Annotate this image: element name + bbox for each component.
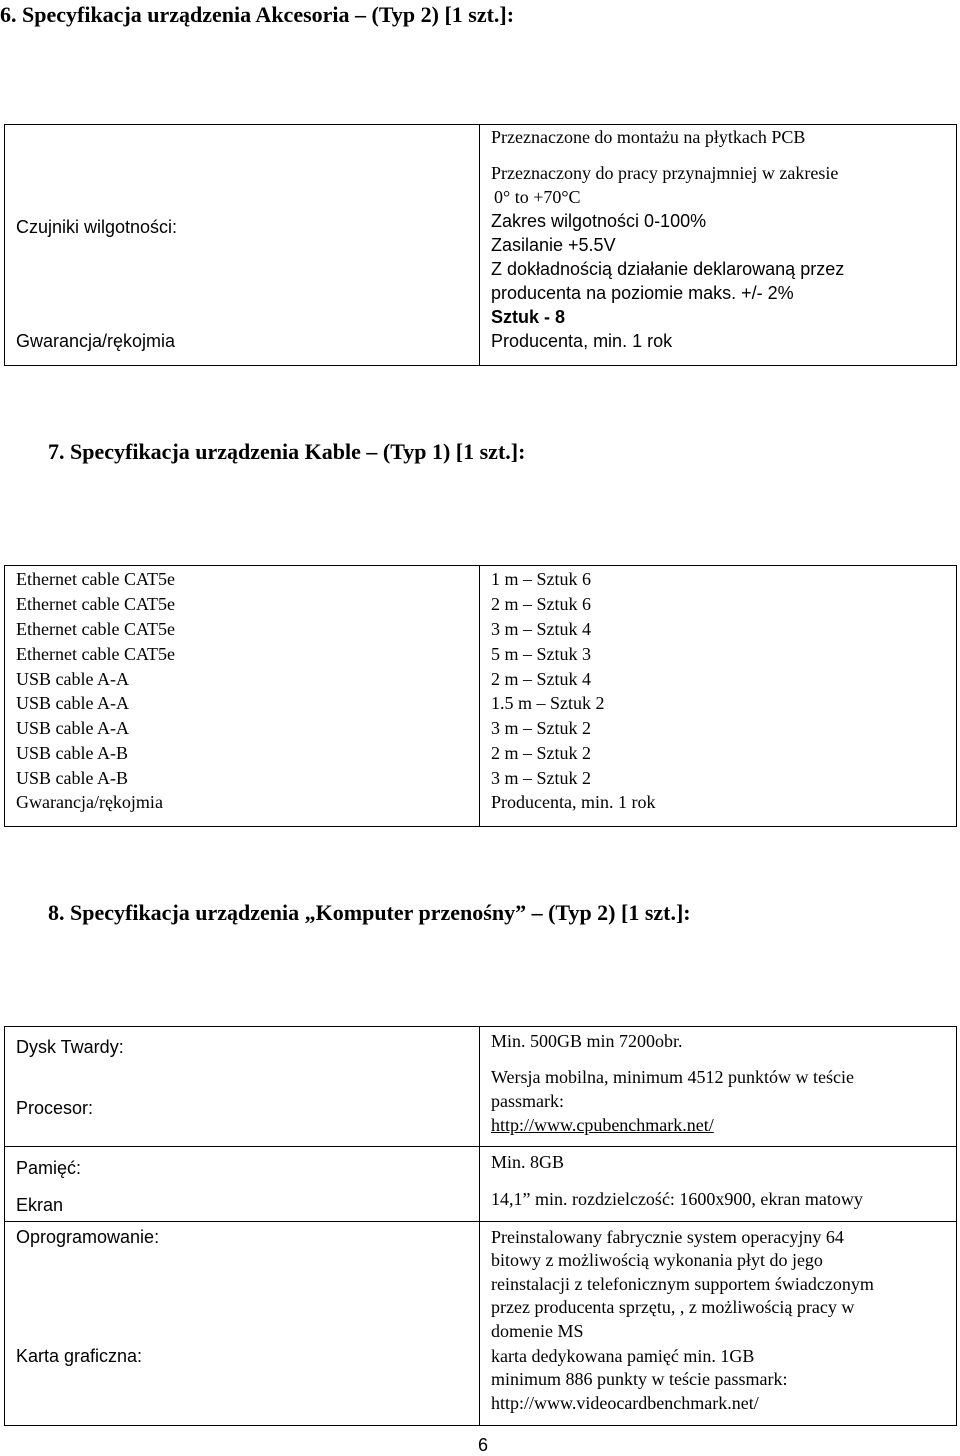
cable-spec: 2 m – Sztuk 6 [491,594,592,614]
section-7-heading: 7. Specyfikacja urządzenia Kable – (Typ 1) [1 szt.]: [48,439,526,464]
section-6-column-divider [479,124,480,366]
section-6-heading: 6. Specyfikacja urządzenia Akcesoria – (Typ 2) [1 szt.]: [0,2,515,27]
spec-line: Przeznaczony do pracy przynajmniej w zakresie [491,163,839,183]
cpubenchmark-link[interactable]: http://www.cpubenchmark.net/ [491,1115,714,1135]
graphics-card-label: Karta graficzna: [16,1346,143,1366]
warranty-value: Producenta, min. 1 rok [491,792,656,812]
row-divider [4,1146,957,1147]
screen-label: Ekran [16,1195,64,1215]
hard-disk-label: Dysk Twardy: [16,1037,124,1057]
cable-spec: 1 m – Sztuk 6 [491,569,592,589]
spec-line: Przeznaczone do montażu na płytkach PCB [491,127,806,147]
software-value: bitowy z możliwością wykonania płyt do jego [491,1250,823,1270]
cable-spec: 3 m – Sztuk 2 [491,718,592,738]
cable-name: USB cable A-B [16,768,128,788]
graphics-card-value: http://www.videocardbenchmark.net/ [491,1393,759,1413]
cable-name: Ethernet cable CAT5e [16,569,175,589]
graphics-card-value: minimum 886 punkty w teście passmark: [491,1369,788,1389]
cable-name: Ethernet cable CAT5e [16,594,175,614]
cable-spec: 2 m – Sztuk 2 [491,743,592,763]
cable-name: USB cable A-A [16,693,129,713]
cable-spec: 2 m – Sztuk 4 [491,669,592,689]
spec-line: Zakres wilgotności 0-100% [491,211,707,231]
memory-label: Pamięć: [16,1158,82,1178]
software-value: reinstalacji z telefonicznym supportem świadczonym [491,1274,874,1294]
memory-value: Min. 8GB [491,1152,565,1172]
quantity-line: Sztuk - 8 [491,307,566,327]
software-value: Preinstalowany fabrycznie system operacyjny 64 [491,1227,844,1247]
cable-spec: 5 m – Sztuk 3 [491,644,592,664]
cable-spec: 3 m – Sztuk 4 [491,619,592,639]
software-value: przez producenta sprzętu, , z możliwością pracy w [491,1297,855,1317]
spec-line: Zasilanie +5.5V [491,235,616,255]
humidity-sensors-label: Czujniki wilgotności: [16,217,178,237]
processor-label: Procesor: [16,1098,94,1118]
section-8-heading: 8. Specyfikacja urządzenia „Komputer przenośny” – (Typ 2) [1 szt.]: [48,900,691,925]
section-6-table [4,124,957,366]
screen-value: 14,1” min. rozdzielczość: 1600x900, ekran matowy [491,1189,863,1209]
cable-name: USB cable A-A [16,718,129,738]
spec-line: Z dokładnością działanie deklarowaną przez [491,259,845,279]
section-8-column-divider [479,1026,480,1426]
cable-name: Ethernet cable CAT5e [16,619,175,639]
spec-line: producenta na poziomie maks. +/- 2% [491,283,794,303]
hard-disk-value: Min. 500GB min 7200obr. [491,1031,683,1051]
cable-name: USB cable A-B [16,743,128,763]
processor-value: Wersja mobilna, minimum 4512 punktów w teście [491,1067,854,1087]
spec-line: 0° to +70°C [494,187,581,207]
cable-spec: 3 m – Sztuk 2 [491,768,592,788]
cable-name: Ethernet cable CAT5e [16,644,175,664]
warranty-label: Gwarancja/rękojmia [16,792,163,812]
warranty-value: Producenta, min. 1 rok [491,331,673,351]
cable-spec: 1.5 m – Sztuk 2 [491,693,605,713]
software-label: Oprogramowanie: [16,1227,160,1247]
processor-value: passmark: [491,1091,564,1111]
section-7-column-divider [479,565,480,827]
graphics-card-value: karta dedykowana pamięć min. 1GB [491,1346,755,1366]
warranty-label: Gwarancja/rękojmia [16,331,176,351]
row-divider [4,1221,957,1222]
page-number: 6 [478,1435,489,1455]
software-value: domenie MS [491,1321,584,1341]
cable-name: USB cable A-A [16,669,129,689]
